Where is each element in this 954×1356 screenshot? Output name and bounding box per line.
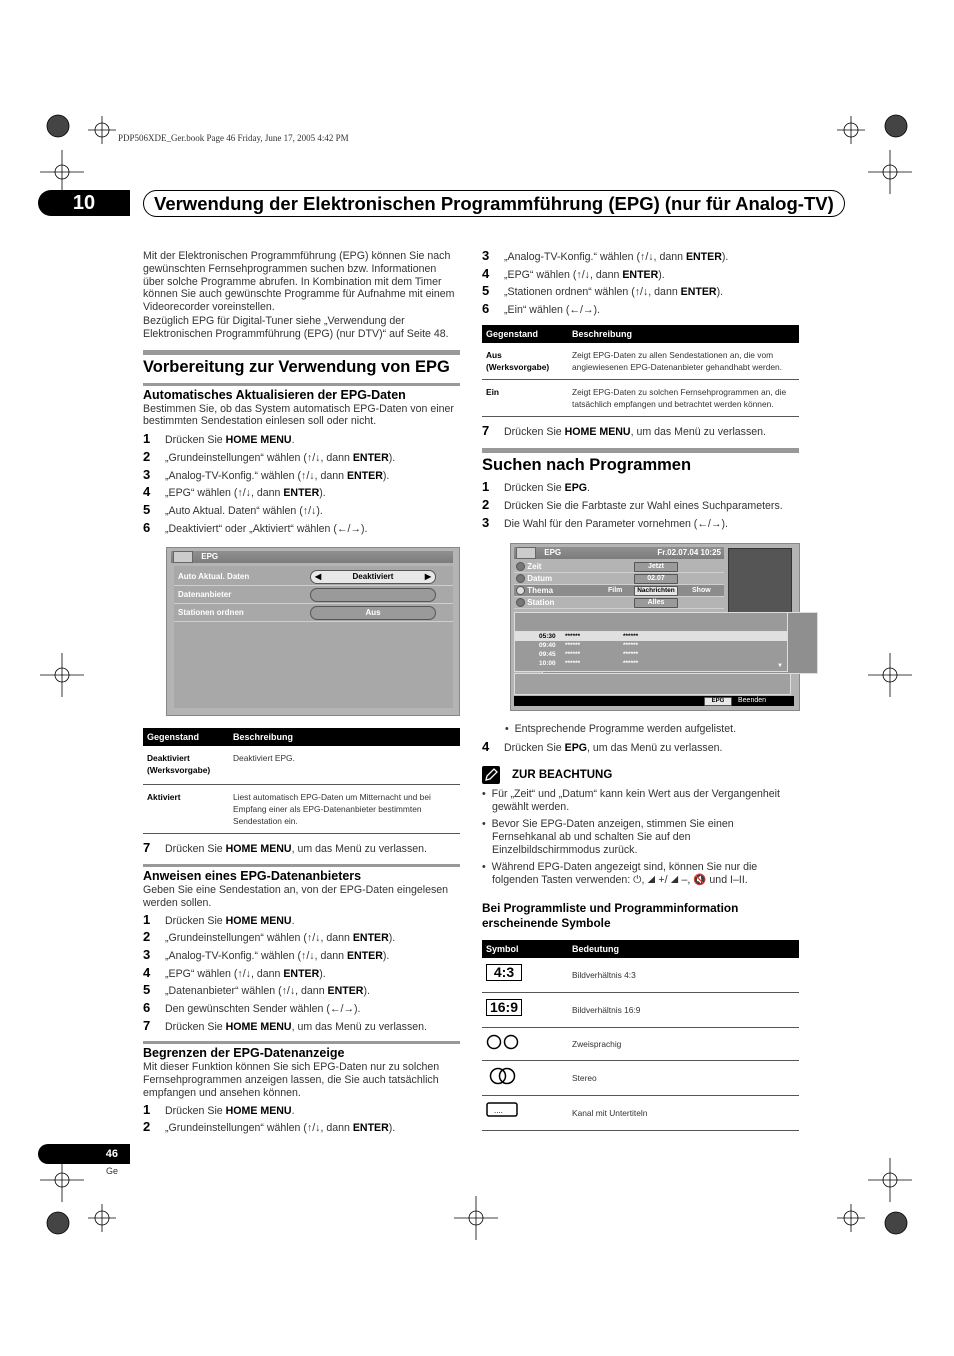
table-row: Stereo xyxy=(482,1061,799,1096)
screen-title: EPG xyxy=(544,547,562,557)
menu-icon xyxy=(173,551,193,563)
screen-title: EPG xyxy=(201,552,219,562)
arrow-right-icon: ▶ xyxy=(424,572,431,582)
param-row-date[interactable]: Datum 02.07 xyxy=(514,573,724,585)
steps-auto-update xyxy=(143,431,460,537)
subsection-title-auto-update: Automatisches Aktualisieren der EPG-Daten xyxy=(143,387,406,402)
exit-label: Beenden xyxy=(738,696,767,704)
step-number: 3 xyxy=(482,514,490,530)
note-item: • Für „Zeit“ und „Datum“ kann kein Wert aus der Vergangenheit gewählt werden. xyxy=(482,788,780,814)
param-row-topic[interactable]: Thema Film Nachrichten Show xyxy=(514,585,724,597)
step-1: 1 Drücken Sie EPG. xyxy=(482,479,590,495)
page-language: Ge xyxy=(106,1166,119,1176)
step-number: 4 xyxy=(482,738,490,754)
step-exit xyxy=(143,840,460,858)
step-number: 1 xyxy=(143,911,151,927)
step-exit xyxy=(482,423,799,441)
table-row: 4:3 Bildverhältnis 4:3 xyxy=(482,958,799,993)
step-number: 4 xyxy=(143,964,151,980)
step-number: 5 xyxy=(482,283,490,299)
param-row-time[interactable]: Zeit Jetzt xyxy=(514,561,724,573)
chapter-title: Verwendung der Elektronischen Programmführung (EPG) (nur für Analog-TV) xyxy=(143,190,845,217)
symbols-table: Symbol Bedeutung 4:3 Bildverhältnis 4:3 16:9 Bildverhältnis 16:9 Zweisprachig Stereo .... Kanal mit Untertiteln xyxy=(482,940,799,1131)
station-order-table: Gegenstand Beschreibung Aus (Werksvorgabe) Zeigt EPG-Daten zu allen Sendestationen an, die vom angiewiesenen EPG-Datenanbieter gehandhabt werden. Ein Zeigt EPG-Daten zu solchen Fernsehprogrammen an, die tatsächlich empfangen und betrachtet werden können. xyxy=(482,325,799,417)
step-number: 2 xyxy=(143,929,151,945)
step-number: 4 xyxy=(482,265,490,281)
section-rule xyxy=(482,448,799,453)
step-3: 3 Die Wahl für den Parameter vornehmen (←/→). xyxy=(482,514,728,530)
subsection-rule xyxy=(143,1041,460,1044)
steps-provider xyxy=(143,912,460,1036)
step-2: 2 „Grundeinstellungen“ wählen (↑/↓, dann ENTER). xyxy=(143,929,396,945)
radio-icon xyxy=(516,586,525,595)
step-6: 6 „Ein“ wählen (←/→). xyxy=(482,301,600,317)
program-info-area xyxy=(514,673,791,695)
arrow-left-icon: ◀ xyxy=(315,572,322,582)
page-number-tab xyxy=(38,1144,130,1164)
step-7: 7 Drücken Sie HOME MENU, um das Menü zu verlassen. xyxy=(143,840,428,856)
step-5: 5 „Datenanbieter“ wählen (↑/↓, dann ENTER). xyxy=(143,982,370,998)
section-rule xyxy=(143,350,460,355)
steps-limit-continued xyxy=(482,248,799,319)
table-row: 16:9 Bildverhältnis 16:9 xyxy=(482,993,799,1028)
left-column xyxy=(143,250,460,1137)
step-number: 3 xyxy=(143,466,151,482)
step-6: 6 „Deaktiviert“ oder „Aktiviert“ wählen (←/→). xyxy=(143,519,368,535)
file-header: PDP506XDE_Ger.book Page 46 Friday, June 17, 2005 4:42 PM xyxy=(118,133,349,143)
scroll-down-icon[interactable]: ▼ xyxy=(777,662,783,669)
setting-row-auto-update[interactable]: Auto Aktual. Daten ◀ Deaktiviert ▶ xyxy=(174,569,453,586)
step-1: 1 Drücken Sie HOME MENU. xyxy=(143,431,295,447)
program-list xyxy=(514,612,788,672)
step-6: 6 Den gewünschten Sender wählen (←/→). xyxy=(143,1000,361,1016)
step-4: 4 „EPG“ wählen (↑/↓, dann ENTER). xyxy=(143,964,326,980)
step-exit-search xyxy=(482,739,799,757)
provider-value[interactable] xyxy=(310,588,436,602)
bilingual-icon xyxy=(486,1034,520,1050)
subsection-text: Bestimmen Sie, ob das System automatisch EPG-Daten von einer bestimmten Sendestation einlesen soll oder nicht. xyxy=(143,402,454,428)
table-row: Aus (Werksvorgabe) Zeigt EPG-Daten zu allen Sendestationen an, die vom angiewiesenen EPG-Datenanbieter gehandhabt werden. xyxy=(482,343,799,380)
step-4: 4 „EPG“ wählen (↑/↓, dann ENTER). xyxy=(482,265,665,281)
subsection-text: Mit dieser Funktion können Sie sich EPG-Daten nur zu solchen Fernsehprogrammen anzeigen lassen, die Sie auch tatsächlich empfangen und ansehen können. xyxy=(143,1061,440,1099)
note-items xyxy=(482,788,799,887)
step-4: 4 Drücken Sie EPG, um das Menü zu verlassen. xyxy=(482,738,723,754)
epg-search-screen xyxy=(510,543,800,711)
note-item: • Während EPG-Daten angezeigt sind, können Sie nur die folgenden Tasten verwenden: ⏻, ◢ +/ ◢ –, 🔇 und I–II. xyxy=(482,861,758,887)
step-number: 4 xyxy=(143,484,151,500)
screen-footer xyxy=(514,696,794,706)
menu-icon xyxy=(516,547,536,559)
station-order-value[interactable]: Aus xyxy=(310,606,436,620)
subsection-text: Geben Sie eine Sendestation an, von der EPG-Daten eingelesen werden sollen. xyxy=(143,883,449,909)
step-number: 6 xyxy=(482,301,490,317)
step-number: 3 xyxy=(482,248,490,263)
aspect-4-3-icon: 4:3 xyxy=(486,964,522,981)
step-number: 2 xyxy=(143,1119,151,1135)
subsection-title-limit: Begrenzen der EPG-Datenanzeige xyxy=(143,1046,345,1061)
step-1: 1 Drücken Sie HOME MENU. xyxy=(143,911,295,927)
aspect-16-9-icon: 16:9 xyxy=(486,999,522,1016)
step-number: 2 xyxy=(143,448,151,464)
table-row: Zweisprachig xyxy=(482,1028,799,1061)
subtitle-icon xyxy=(486,1102,520,1118)
list-item[interactable]: 09:40 ****** ****** xyxy=(539,641,639,649)
section-title-search: Suchen nach Programmen xyxy=(482,456,692,475)
note-item: • Bevor Sie EPG-Daten anzeigen, stimmen Sie einen Fernsehkanal ab und schalten Sie auf den Einzelbildschirmmodus zurück. xyxy=(482,818,734,857)
section-title-prep: Vorbereitung zur Verwendung von EPG xyxy=(143,357,450,376)
step-2: 2 Drücken Sie die Farbtaste zur Wahl eines Suchparameters. xyxy=(482,497,783,513)
setting-row-provider[interactable]: Datenanbieter xyxy=(174,587,453,604)
chapter-number: 10 xyxy=(38,190,130,216)
radio-icon xyxy=(516,574,525,583)
step-number: 6 xyxy=(143,519,151,535)
step-2: 2 „Grundeinstellungen“ wählen (↑/↓, dann ENTER). xyxy=(143,1119,396,1135)
radio-icon xyxy=(516,562,525,571)
svg-text:....: .... xyxy=(494,1106,503,1116)
note-header xyxy=(482,766,799,784)
step-number: 2 xyxy=(482,497,490,513)
step-1: 1 Drücken Sie HOME MENU. xyxy=(143,1101,295,1117)
step-3: 3 „Analog-TV-Konfig.“ wählen (↑/↓, dann ENTER). xyxy=(482,248,729,263)
subsection-rule xyxy=(143,383,460,386)
radio-icon xyxy=(516,598,525,607)
auto-update-value[interactable]: ◀ Deaktiviert ▶ xyxy=(310,570,436,584)
symbols-title: Bei Programmliste und Programminformation erscheinende Symbole xyxy=(482,901,739,931)
step-number: 6 xyxy=(143,1000,151,1016)
step-5: 5 „Auto Aktual. Daten“ wählen (↑/↓). xyxy=(143,501,323,517)
page-number: 46 xyxy=(105,1148,118,1160)
step-4: 4 „EPG“ wählen (↑/↓, dann ENTER). xyxy=(143,484,326,500)
step-number: 7 xyxy=(482,422,490,438)
pencil-note-icon xyxy=(482,766,500,784)
step-5: 5 „Stationen ordnen“ wählen (↑/↓, dann ENTER). xyxy=(482,283,724,299)
subsection-rule xyxy=(143,864,460,867)
table-row: .... Kanal mit Untertiteln xyxy=(482,1096,799,1131)
right-column xyxy=(482,248,799,1131)
note-title: ZUR BEACHTUNG xyxy=(512,769,613,782)
intro-paragraph-2: Bezüglich EPG für Digital-Tuner siehe „Verwendung der Elektronischen Programmführung (EPG) (nur DTV)“ auf Seite 48. xyxy=(143,314,449,340)
step-number: 1 xyxy=(143,431,151,447)
step-2: 2 „Grundeinstellungen“ wählen (↑/↓, dann ENTER). xyxy=(143,448,396,464)
setting-row-station-order[interactable]: Stationen ordnen Aus xyxy=(174,605,453,622)
step-7: 7 Drücken Sie HOME MENU, um das Menü zu verlassen. xyxy=(143,1017,428,1033)
step-number: 5 xyxy=(143,501,151,517)
screen-datetime: Fr.02.07.04 10:25 xyxy=(657,547,721,557)
auto-update-table: Gegenstand Beschreibung Deaktiviert (Werksvorgabe) Deaktiviert EPG. Aktiviert Liest automatisch EPG-Daten um Mitternacht und bei Empfang einer als EPG-Datenanbieter bestimmten Sendestation ein. xyxy=(143,728,460,834)
stereo-icon xyxy=(486,1067,520,1085)
epg-footer-button[interactable]: EPG xyxy=(704,697,732,706)
step-number: 7 xyxy=(143,1017,151,1033)
search-bullet: • Entsprechende Programme werden aufgelistet. xyxy=(505,722,737,735)
step-number: 1 xyxy=(143,1101,151,1117)
table-row: Deaktiviert (Werksvorgabe) Deaktiviert EPG. xyxy=(143,746,460,785)
step-number: 5 xyxy=(143,982,151,998)
search-params xyxy=(514,561,724,609)
epg-settings-screen xyxy=(166,547,460,716)
param-row-station[interactable]: Station Alles xyxy=(514,597,724,609)
steps-search xyxy=(482,479,799,532)
step-3: 3 „Analog-TV-Konfig.“ wählen (↑/↓, dann ENTER). xyxy=(143,946,390,962)
step-number: 3 xyxy=(143,946,151,962)
subsection-title-provider: Anweisen eines EPG-Datenanbieters xyxy=(143,868,362,883)
step-7: 7 Drücken Sie HOME MENU, um das Menü zu verlassen. xyxy=(482,422,767,438)
steps-limit xyxy=(143,1102,460,1137)
step-3: 3 „Analog-TV-Konfig.“ wählen (↑/↓, dann ENTER). xyxy=(143,466,390,482)
list-item[interactable]: 10:00 ****** ****** xyxy=(539,659,639,667)
table-row: Ein Zeigt EPG-Daten zu solchen Fernsehprogrammen an, die tatsächlich empfangen und betrachtet werden können. xyxy=(482,379,799,416)
list-item[interactable]: 05:30 ****** ****** xyxy=(515,632,787,641)
list-item[interactable]: 09:45 ****** ****** xyxy=(539,650,639,658)
step-number: 1 xyxy=(482,479,490,495)
intro-paragraph-1: Mit der Elektronischen Programmführung (EPG) können Sie nach gewünschten Fernsehprogrammen suchen bzw. Informationen über solche Programme abrufen. In Kombination mit dem Timer können Sie auch gewünschte Programme für Aufnahme mit einem Videorecorder voreinstellen. xyxy=(143,250,455,314)
step-number: 7 xyxy=(143,840,151,856)
table-row: Aktiviert Liest automatisch EPG-Daten um Mitternacht und bei Empfang einer als EPG-Datenanbieter bestimmten Sendestation ein. xyxy=(143,785,460,834)
